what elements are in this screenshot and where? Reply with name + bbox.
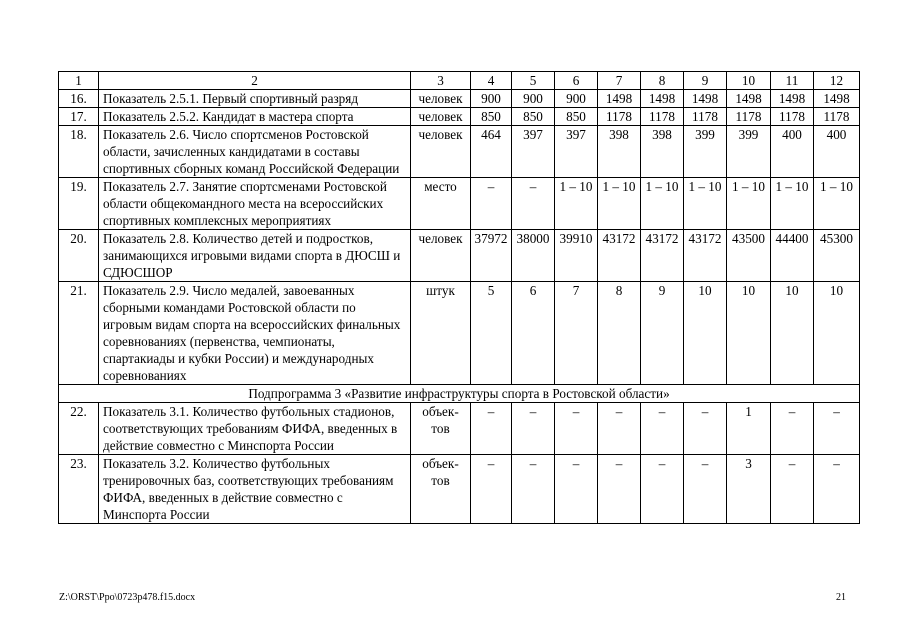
table-row <box>59 108 860 126</box>
column-number: 2 <box>99 72 411 90</box>
value-cell: 38000 <box>512 230 555 282</box>
column-number: 1 <box>59 72 99 90</box>
value-cell: 43172 <box>598 230 641 282</box>
indicator-description: Показатель 2.5.1. Первый спортивный разряд <box>99 90 411 108</box>
column-number-row <box>59 72 860 90</box>
value-cell: 464 <box>471 126 512 178</box>
value-cell: – <box>512 178 555 230</box>
value-cell: 1178 <box>684 108 727 126</box>
value-cell: 397 <box>555 126 598 178</box>
value-cell: – <box>512 403 555 455</box>
column-number: 6 <box>555 72 598 90</box>
footer-file-path: Z:\ORST\Ppo\0723p478.f15.docx <box>59 592 196 603</box>
unit-cell: человек <box>411 230 471 282</box>
value-cell: 10 <box>684 282 727 385</box>
indicator-description: Показатель 3.2. Количество футбольных тренировочных баз, соответствующих требованиям ФИФА, введенных в действие совместно с Минспорта России <box>99 455 411 524</box>
column-number: 8 <box>641 72 684 90</box>
value-cell: 8 <box>598 282 641 385</box>
value-cell: 1178 <box>814 108 860 126</box>
unit-cell: место <box>411 178 471 230</box>
value-cell: 1178 <box>641 108 684 126</box>
indicator-description: Показатель 2.7. Занятие спортсменами Ростовской области общекомандного места на всероссийских спортивных комплексных мероприятиях <box>99 178 411 230</box>
value-cell: – <box>471 178 512 230</box>
row-number: 19. <box>59 178 99 230</box>
value-cell: 850 <box>555 108 598 126</box>
value-cell: 7 <box>555 282 598 385</box>
value-cell: 1 – 10 <box>771 178 814 230</box>
row-number: 22. <box>59 403 99 455</box>
value-cell: – <box>814 455 860 524</box>
indicators-table <box>58 71 860 524</box>
value-cell: – <box>555 403 598 455</box>
row-number: 21. <box>59 282 99 385</box>
value-cell: 6 <box>512 282 555 385</box>
value-cell: – <box>598 403 641 455</box>
value-cell: 1 – 10 <box>684 178 727 230</box>
value-cell: 3 <box>727 455 771 524</box>
value-cell: 1498 <box>727 90 771 108</box>
value-cell: 399 <box>727 126 771 178</box>
value-cell: – <box>684 455 727 524</box>
value-cell: 37972 <box>471 230 512 282</box>
indicator-description: Показатель 2.8. Количество детей и подростков, занимающихся игровыми видами спорта в ДЮСШ и СДЮСШОР <box>99 230 411 282</box>
value-cell: – <box>471 403 512 455</box>
value-cell: 1498 <box>598 90 641 108</box>
value-cell: 1178 <box>727 108 771 126</box>
value-cell: – <box>771 403 814 455</box>
unit-cell: объек- тов <box>411 403 471 455</box>
value-cell: 398 <box>641 126 684 178</box>
value-cell: – <box>771 455 814 524</box>
column-number: 7 <box>598 72 641 90</box>
unit-cell: объек- тов <box>411 455 471 524</box>
row-number: 18. <box>59 126 99 178</box>
value-cell: 900 <box>471 90 512 108</box>
value-cell: – <box>598 455 641 524</box>
indicator-description: Показатель 2.5.2. Кандидат в мастера спорта <box>99 108 411 126</box>
value-cell: 1498 <box>814 90 860 108</box>
value-cell: 1 – 10 <box>641 178 684 230</box>
value-cell: 900 <box>555 90 598 108</box>
value-cell: 44400 <box>771 230 814 282</box>
column-number: 3 <box>411 72 471 90</box>
value-cell: 39910 <box>555 230 598 282</box>
column-number: 11 <box>771 72 814 90</box>
row-number: 17. <box>59 108 99 126</box>
row-number: 16. <box>59 90 99 108</box>
value-cell: 400 <box>771 126 814 178</box>
value-cell: 399 <box>684 126 727 178</box>
value-cell: 1178 <box>771 108 814 126</box>
table-row <box>59 178 860 230</box>
value-cell: 400 <box>814 126 860 178</box>
value-cell: 900 <box>512 90 555 108</box>
value-cell: 43172 <box>641 230 684 282</box>
value-cell: 10 <box>727 282 771 385</box>
value-cell: 1498 <box>771 90 814 108</box>
value-cell: 45300 <box>814 230 860 282</box>
indicator-description: Показатель 3.1. Количество футбольных стадионов, соответствующих требованиям ФИФА, введенных в действие совместно с Минспорта России <box>99 403 411 455</box>
value-cell: 43500 <box>727 230 771 282</box>
value-cell: 9 <box>641 282 684 385</box>
value-cell: 1 <box>727 403 771 455</box>
value-cell: – <box>684 403 727 455</box>
value-cell: 850 <box>471 108 512 126</box>
value-cell: 1 – 10 <box>727 178 771 230</box>
value-cell: – <box>512 455 555 524</box>
table-row <box>59 126 860 178</box>
column-number: 10 <box>727 72 771 90</box>
value-cell: – <box>641 455 684 524</box>
section-title: Подпрограмма 3 «Развитие инфраструктуры спорта в Ростовской области» <box>59 385 860 403</box>
row-number: 20. <box>59 230 99 282</box>
unit-cell: штук <box>411 282 471 385</box>
value-cell: – <box>814 403 860 455</box>
table-row <box>59 282 860 385</box>
value-cell: 1498 <box>684 90 727 108</box>
value-cell: 398 <box>598 126 641 178</box>
value-cell: – <box>641 403 684 455</box>
section-row <box>59 385 860 403</box>
row-number: 23. <box>59 455 99 524</box>
value-cell: – <box>471 455 512 524</box>
column-number: 5 <box>512 72 555 90</box>
value-cell: 1178 <box>598 108 641 126</box>
unit-cell: человек <box>411 108 471 126</box>
value-cell: 10 <box>814 282 860 385</box>
value-cell: 43172 <box>684 230 727 282</box>
value-cell: 1 – 10 <box>555 178 598 230</box>
value-cell: – <box>555 455 598 524</box>
unit-cell: человек <box>411 90 471 108</box>
value-cell: 5 <box>471 282 512 385</box>
page-number: 21 <box>836 592 846 603</box>
column-number: 4 <box>471 72 512 90</box>
value-cell: 1 – 10 <box>814 178 860 230</box>
table-row <box>59 403 860 455</box>
table-row <box>59 230 860 282</box>
value-cell: 397 <box>512 126 555 178</box>
indicator-description: Показатель 2.9. Число медалей, завоеванных сборными командами Ростовской области по игровым видам спорта на всероссийских финальных соревнованиях (первенства, чемпионаты, спартакиады и кубки России) и международных соревнованиях <box>99 282 411 385</box>
table-row <box>59 90 860 108</box>
value-cell: 850 <box>512 108 555 126</box>
value-cell: 1 – 10 <box>598 178 641 230</box>
indicator-description: Показатель 2.6. Число спортсменов Ростовской области, зачисленных кандидатами в составы спортивных сборных команд Российской Федерации <box>99 126 411 178</box>
column-number: 12 <box>814 72 860 90</box>
unit-cell: человек <box>411 126 471 178</box>
table-row <box>59 455 860 524</box>
column-number: 9 <box>684 72 727 90</box>
value-cell: 10 <box>771 282 814 385</box>
value-cell: 1498 <box>641 90 684 108</box>
